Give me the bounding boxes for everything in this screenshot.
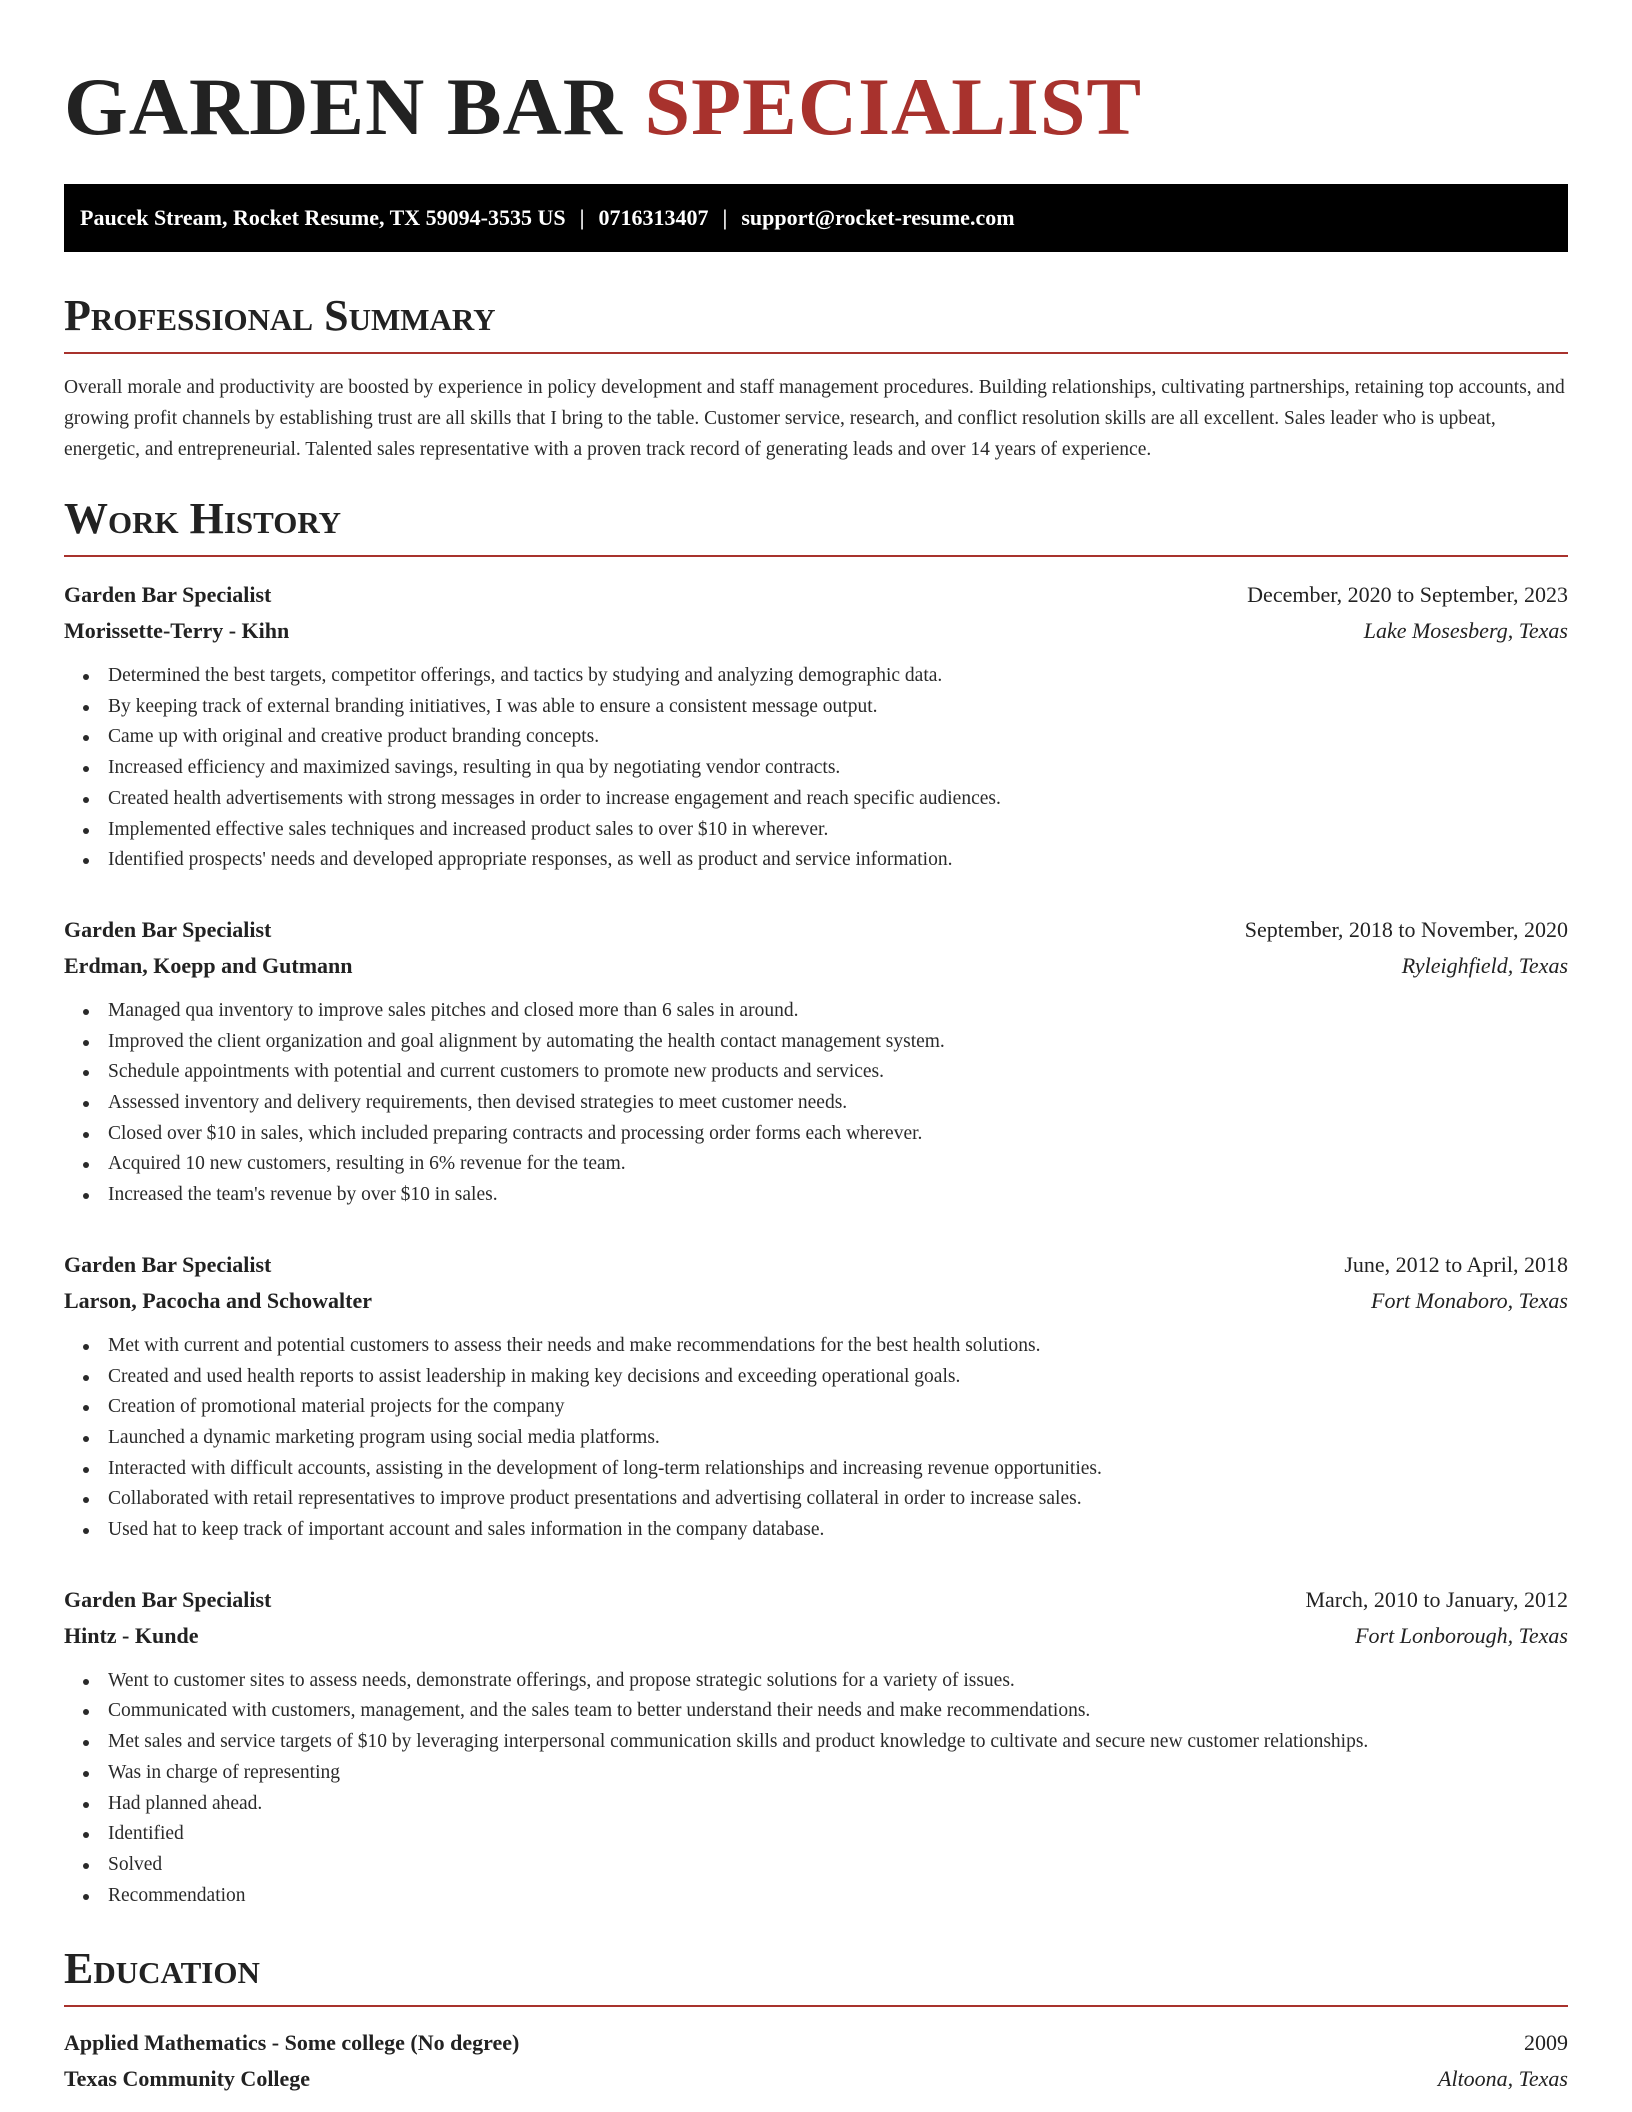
job-bullet-item: Managed qua inventory to improve sales pitches and closed more than 6 sales in around. — [108, 996, 1568, 1027]
job-bullet-item: Creation of promotional material projects for the company — [108, 1392, 1568, 1423]
job-bullet-item: Was in charge of representing — [108, 1758, 1568, 1789]
job-bullet-item: Identified prospects' needs and developed appropriate responses, as well as product and service information. — [108, 845, 1568, 876]
job-bullet-item: Created and used health reports to assist leadership in making key decisions and exceeding operational goals. — [108, 1362, 1568, 1393]
contact-address: Paucek Stream, Rocket Resume, TX 59094-3535 US — [80, 205, 566, 230]
job-bullet-item: Met with current and potential customers to assess their needs and make recommendations for the best health solutions. — [108, 1331, 1568, 1362]
job-dates: March, 2010 to January, 2012 — [1305, 1586, 1568, 1612]
work-history-heading: Work History — [64, 497, 1568, 557]
job-title: Garden Bar Specialist — [64, 582, 272, 607]
job-bullet-item: Acquired 10 new customers, resulting in 6% revenue for the team. — [108, 1149, 1568, 1180]
job-header-row — [64, 1247, 1568, 1283]
job-company: Larson, Pacocha and Schowalter — [64, 1287, 372, 1313]
education-year: 2009 — [1524, 2030, 1568, 2056]
work-history-list — [64, 577, 1568, 1911]
education-school: Texas Community College — [64, 2066, 311, 2092]
contact-separator: | — [579, 205, 585, 230]
job-bullets — [64, 1331, 1568, 1546]
job-bullet-item: Went to customer sites to assess needs, demonstrate offerings, and propose strategic solutions for a variety of issues. — [108, 1666, 1568, 1697]
job-entry — [64, 912, 1568, 1211]
job-bullet-item: Interacted with difficult accounts, assisting in the development of long-term relationships and increasing revenue opportunities. — [108, 1454, 1568, 1485]
job-title: Garden Bar Specialist — [64, 916, 272, 942]
job-dates: June, 2012 to April, 2018 — [1344, 1251, 1568, 1277]
job-company: Morissette-Terry - Kihn — [64, 618, 290, 643]
job-dates: September, 2018 to November, 2020 — [1244, 916, 1568, 942]
education-degree: Applied Mathematics - Some college (No degree) — [64, 2030, 520, 2056]
education-entry — [64, 2025, 1568, 2097]
job-location: Ryleighfield, Texas — [1401, 952, 1568, 978]
job-company-row — [64, 1283, 1568, 1319]
contact-email: support@rocket-resume.com — [741, 205, 1015, 230]
contact-phone: 0716313407 — [598, 205, 709, 230]
summary-text: Overall morale and productivity are boosted by experience in policy development and staff management procedures. Building relationships, cultivating partnerships, retaining top accounts, and growing profit channels by establishing trust are all skills that I bring to the table. Customer service, research, and conflict resolution skills are all excellent. Sales leader who is upbeat, energetic, and entrepreneurial. Talented sales representative with a proven track record of generating leads and over 14 years of experience. — [64, 377, 1565, 460]
job-bullets — [64, 1666, 1568, 1912]
job-bullet-item: Met sales and service targets of $10 by leveraging interpersonal communication skills and product knowledge to cultivate and secure new customer relationships. — [108, 1727, 1568, 1758]
job-bullets — [64, 661, 1568, 876]
job-entry — [64, 577, 1568, 876]
job-location: Fort Monaboro, Texas — [1371, 1287, 1568, 1313]
job-entry — [64, 1582, 1568, 1912]
job-bullet-item: Increased efficiency and maximized savings, resulting in qua by negotiating vendor contracts. — [108, 753, 1568, 784]
job-title: Garden Bar Specialist — [64, 1251, 272, 1277]
job-company: Hintz - Kunde — [64, 1622, 199, 1648]
education-school-row — [64, 2061, 1568, 2097]
job-bullet-item: Had planned ahead. — [108, 1789, 1568, 1820]
summary-heading: Professional Summary — [64, 294, 1568, 354]
job-location: Lake Mosesberg, Texas — [1363, 618, 1568, 643]
job-header-row — [64, 577, 1568, 613]
job-bullet-item: Determined the best targets, competitor offerings, and tactics by studying and analyzing demographic data. — [108, 661, 1568, 692]
job-company-row — [64, 613, 1568, 649]
title-main: GARDEN BAR — [64, 61, 623, 152]
job-bullet-item: Created health advertisements with strong messages in order to increase engagement and reach specific audiences. — [108, 784, 1568, 815]
resume-title — [64, 61, 1568, 152]
job-bullet-item: Improved the client organization and goal alignment by automating the health contact management system. — [108, 1027, 1568, 1058]
job-bullet-item: Schedule appointments with potential and current customers to promote new products and services. — [108, 1057, 1568, 1088]
job-header-row — [64, 912, 1568, 948]
contact-separator: | — [722, 205, 728, 230]
job-company: Erdman, Koepp and Gutmann — [64, 952, 353, 978]
job-bullet-item: Closed over $10 in sales, which included preparing contracts and processing order forms each wherever. — [108, 1119, 1568, 1150]
job-bullet-item: Launched a dynamic marketing program using social media platforms. — [108, 1423, 1568, 1454]
job-bullet-item: Solved — [108, 1850, 1568, 1881]
job-bullet-item: Used hat to keep track of important account and sales information in the company database. — [108, 1515, 1568, 1546]
education-degree-row — [64, 2025, 1568, 2061]
title-accent: SPECIALIST — [644, 61, 1143, 152]
job-company-row — [64, 1618, 1568, 1654]
job-bullet-item: Implemented effective sales techniques and increased product sales to over $10 in wherever. — [108, 815, 1568, 846]
job-bullet-item: Assessed inventory and delivery requirements, then devised strategies to meet customer needs. — [108, 1088, 1568, 1119]
job-dates: December, 2020 to September, 2023 — [1247, 582, 1568, 607]
job-header-row — [64, 1582, 1568, 1618]
education-location: Altoona, Texas — [1438, 2066, 1568, 2092]
job-bullet-item: Collaborated with retail representatives to improve product presentations and advertising collateral in order to increase sales. — [108, 1484, 1568, 1515]
job-bullet-item: Identified — [108, 1819, 1568, 1850]
job-bullet-item: Recommendation — [108, 1881, 1568, 1912]
education-heading: Education — [64, 1947, 1568, 2007]
job-bullet-item: By keeping track of external branding initiatives, I was able to ensure a consistent message output. — [108, 692, 1568, 723]
job-title: Garden Bar Specialist — [64, 1586, 272, 1612]
job-bullet-item: Increased the team's revenue by over $10 in sales. — [108, 1180, 1568, 1211]
contact-bar — [64, 184, 1568, 252]
job-bullets — [64, 996, 1568, 1211]
job-entry — [64, 1247, 1568, 1546]
job-location: Fort Lonborough, Texas — [1355, 1622, 1568, 1648]
job-bullet-item: Communicated with customers, management, and the sales team to better understand their needs and make recommendations. — [108, 1696, 1568, 1727]
job-company-row — [64, 948, 1568, 984]
job-bullet-item: Came up with original and creative product branding concepts. — [108, 722, 1568, 753]
